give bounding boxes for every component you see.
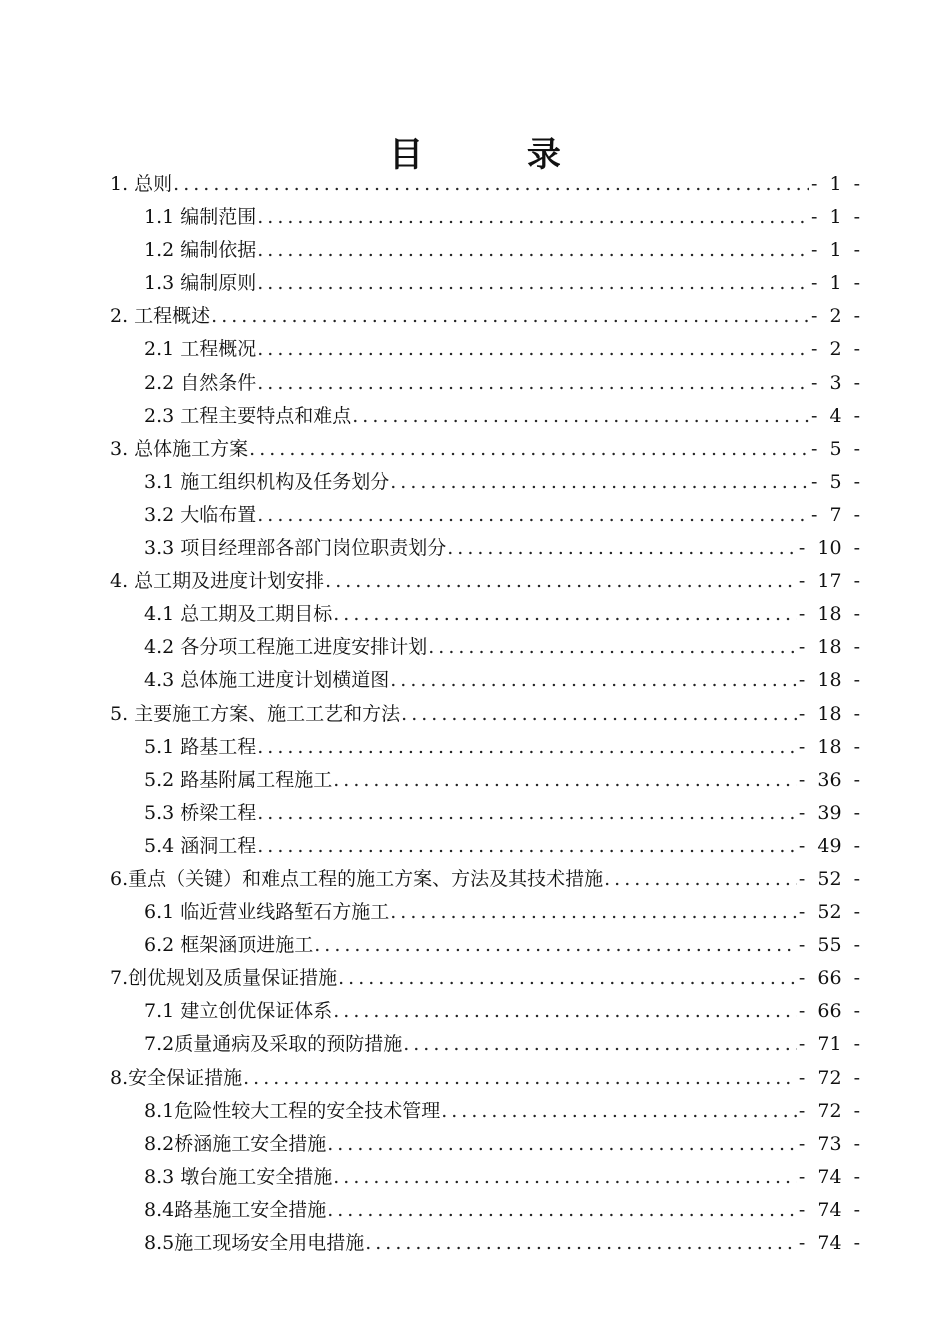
toc-entry-label: 4.1 总工期及工期目标 <box>144 603 333 626</box>
toc-dot-leader <box>332 598 797 631</box>
toc-page-number: - 1 - <box>810 239 860 262</box>
toc-dot-leader <box>210 300 809 333</box>
toc-entry-label: 3.1 施工组织机构及任务划分 <box>144 470 390 493</box>
toc-dot-leader <box>427 631 797 664</box>
toc-page-number: - 2 - <box>810 305 860 328</box>
toc-page-number: - 74 - <box>798 1165 860 1188</box>
toc-entry-label: 1.2 编制依据 <box>144 239 257 262</box>
toc-section-entry[interactable] <box>110 664 860 697</box>
toc-section-entry[interactable] <box>110 1227 860 1260</box>
toc-page-number: - 52 - <box>798 867 860 890</box>
toc-entry-label: 5.1 路基工程 <box>144 735 257 758</box>
toc-section-entry[interactable] <box>110 631 860 664</box>
toc-entry-label: 3. 总体施工方案 <box>110 437 249 460</box>
toc-section-entry[interactable] <box>110 267 860 300</box>
toc-dot-leader <box>256 234 809 267</box>
toc-page-number: - 74 - <box>798 1232 860 1254</box>
table-of-contents <box>110 168 860 1260</box>
toc-dot-leader <box>256 797 797 830</box>
toc-dot-leader <box>256 367 809 400</box>
toc-entry-label: 8.2桥涵施工安全措施 <box>144 1132 327 1155</box>
toc-section-entry[interactable] <box>110 1028 860 1061</box>
toc-section-entry[interactable] <box>110 201 860 234</box>
toc-page-number: - 1 - <box>810 173 860 195</box>
toc-entry-label: 8.安全保证措施 <box>110 1066 243 1089</box>
toc-chapter-entry[interactable] <box>110 698 860 731</box>
toc-entry-label: 8.4路基施工安全措施 <box>144 1198 327 1221</box>
toc-section-entry[interactable] <box>110 367 860 400</box>
toc-entry-label: 6.1 临近营业线路堑石方施工 <box>144 901 390 924</box>
toc-page-number: - 71 - <box>798 1033 860 1056</box>
toc-page-number: - 66 - <box>798 967 860 990</box>
toc-entry-label: 6.2 框架涵顶进施工 <box>144 934 314 957</box>
toc-section-entry[interactable] <box>110 499 860 532</box>
toc-page-number: - 18 - <box>798 603 860 626</box>
toc-dot-leader <box>326 1128 797 1161</box>
toc-dot-leader <box>332 995 797 1028</box>
toc-entry-label: 5.2 路基附属工程施工 <box>144 768 333 791</box>
toc-dot-leader <box>389 896 797 929</box>
toc-dot-leader <box>256 731 797 764</box>
toc-dot-leader <box>364 1227 797 1260</box>
toc-page-number: - 18 - <box>798 735 860 758</box>
toc-page-number: - 52 - <box>798 901 860 924</box>
toc-dot-leader <box>603 863 797 896</box>
toc-page-number: - 10 - <box>798 537 860 560</box>
toc-title: 目 录 <box>389 134 607 175</box>
toc-section-entry[interactable] <box>110 731 860 764</box>
toc-page-number: - 5 - <box>810 437 860 460</box>
toc-section-entry[interactable] <box>110 598 860 631</box>
toc-page-number: - 1 - <box>810 206 860 229</box>
toc-entry-label: 8.1危险性较大工程的安全技术管理 <box>144 1099 441 1122</box>
toc-entry-label: 5. 主要施工方案、施工工艺和方法 <box>110 702 401 725</box>
toc-entry-label: 7.创优规划及质量保证措施 <box>110 967 338 990</box>
toc-page-number: - 74 - <box>798 1198 860 1221</box>
toc-dot-leader <box>332 764 797 797</box>
toc-chapter-entry[interactable] <box>110 168 860 201</box>
toc-dot-leader <box>326 1194 797 1227</box>
toc-chapter-entry[interactable] <box>110 300 860 333</box>
toc-entry-label: 2.1 工程概况 <box>144 338 257 361</box>
toc-dot-leader <box>242 1062 797 1095</box>
toc-page-number: - 72 - <box>798 1066 860 1089</box>
toc-page-number: - 36 - <box>798 768 860 791</box>
toc-page-number: - 3 - <box>810 371 860 394</box>
toc-entry-label: 1. 总则 <box>110 173 173 195</box>
toc-entry-label: 5.4 涵洞工程 <box>144 834 257 857</box>
toc-page-number: - 18 - <box>798 636 860 659</box>
toc-entry-label: 7.1 建立创优保证体系 <box>144 1000 333 1023</box>
toc-dot-leader <box>313 929 797 962</box>
toc-dot-leader <box>172 168 809 201</box>
toc-dot-leader <box>389 664 797 697</box>
toc-section-entry[interactable] <box>110 995 860 1028</box>
toc-section-entry[interactable] <box>110 1194 860 1227</box>
toc-section-entry[interactable] <box>110 234 860 267</box>
toc-dot-leader <box>256 499 809 532</box>
toc-chapter-entry[interactable] <box>110 565 860 598</box>
toc-entry-label: 2.3 工程主要特点和难点 <box>144 404 352 427</box>
toc-page-number: - 73 - <box>798 1132 860 1155</box>
toc-dot-leader <box>389 466 809 499</box>
toc-dot-leader <box>351 400 809 433</box>
toc-dot-leader <box>337 962 797 995</box>
toc-section-entry[interactable] <box>110 764 860 797</box>
toc-chapter-entry[interactable] <box>110 433 860 466</box>
toc-dot-leader <box>256 267 809 300</box>
toc-page-number: - 55 - <box>798 934 860 957</box>
toc-section-entry[interactable] <box>110 929 860 962</box>
toc-page-number: - 18 - <box>798 669 860 692</box>
toc-dot-leader <box>248 433 809 466</box>
toc-section-entry[interactable] <box>110 830 860 863</box>
toc-entry-label: 3.3 项目经理部各部门岗位职责划分 <box>144 537 447 560</box>
toc-page-number: - 4 - <box>810 404 860 427</box>
toc-dot-leader <box>256 201 809 234</box>
toc-entry-label: 4.2 各分项工程施工进度安排计划 <box>144 636 428 659</box>
toc-entry-label: 1.3 编制原则 <box>144 272 257 295</box>
toc-page-number: - 18 - <box>798 702 860 725</box>
toc-section-entry[interactable] <box>110 1161 860 1194</box>
toc-entry-label: 2.2 自然条件 <box>144 371 257 394</box>
toc-section-entry[interactable] <box>110 400 860 433</box>
toc-chapter-entry[interactable] <box>110 863 860 896</box>
toc-entry-label: 3.2 大临布置 <box>144 503 257 526</box>
toc-page-number: - 17 - <box>798 570 860 593</box>
toc-dot-leader <box>446 532 797 565</box>
toc-entry-label: 1.1 编制范围 <box>144 206 257 229</box>
toc-dot-leader <box>332 1161 797 1194</box>
toc-entry-label: 2. 工程概述 <box>110 305 211 328</box>
toc-dot-leader <box>256 830 797 863</box>
toc-entry-label: 5.3 桥梁工程 <box>144 801 257 824</box>
toc-page-number: - 49 - <box>798 834 860 857</box>
toc-chapter-entry[interactable] <box>110 1062 860 1095</box>
toc-section-entry[interactable] <box>110 1095 860 1128</box>
toc-section-entry[interactable] <box>110 532 860 565</box>
toc-dot-leader <box>400 698 797 731</box>
toc-section-entry[interactable] <box>110 1128 860 1161</box>
toc-page-number: - 2 - <box>810 338 860 361</box>
toc-entry-label: 8.5施工现场安全用电措施 <box>144 1232 365 1254</box>
toc-dot-leader <box>324 565 797 598</box>
toc-entry-label: 8.3 墩台施工安全措施 <box>144 1165 333 1188</box>
toc-dot-leader <box>440 1095 797 1128</box>
toc-section-entry[interactable] <box>110 333 860 366</box>
toc-section-entry[interactable] <box>110 896 860 929</box>
toc-entry-label: 6.重点（关键）和难点工程的施工方案、方法及其技术措施 <box>110 867 604 890</box>
toc-dot-leader <box>256 333 809 366</box>
toc-section-entry[interactable] <box>110 797 860 830</box>
toc-section-entry[interactable] <box>110 466 860 499</box>
toc-page-number: - 66 - <box>798 1000 860 1023</box>
toc-entry-label: 4. 总工期及进度计划安排 <box>110 570 325 593</box>
toc-dot-leader <box>402 1028 797 1061</box>
toc-page-number: - 7 - <box>810 503 860 526</box>
toc-page-number: - 1 - <box>810 272 860 295</box>
toc-page-number: - 72 - <box>798 1099 860 1122</box>
toc-page-number: - 5 - <box>810 470 860 493</box>
toc-entry-label: 7.2质量通病及采取的预防措施 <box>144 1033 403 1056</box>
toc-page-number: - 39 - <box>798 801 860 824</box>
toc-entry-label: 4.3 总体施工进度计划横道图 <box>144 669 390 692</box>
toc-chapter-entry[interactable] <box>110 962 860 995</box>
